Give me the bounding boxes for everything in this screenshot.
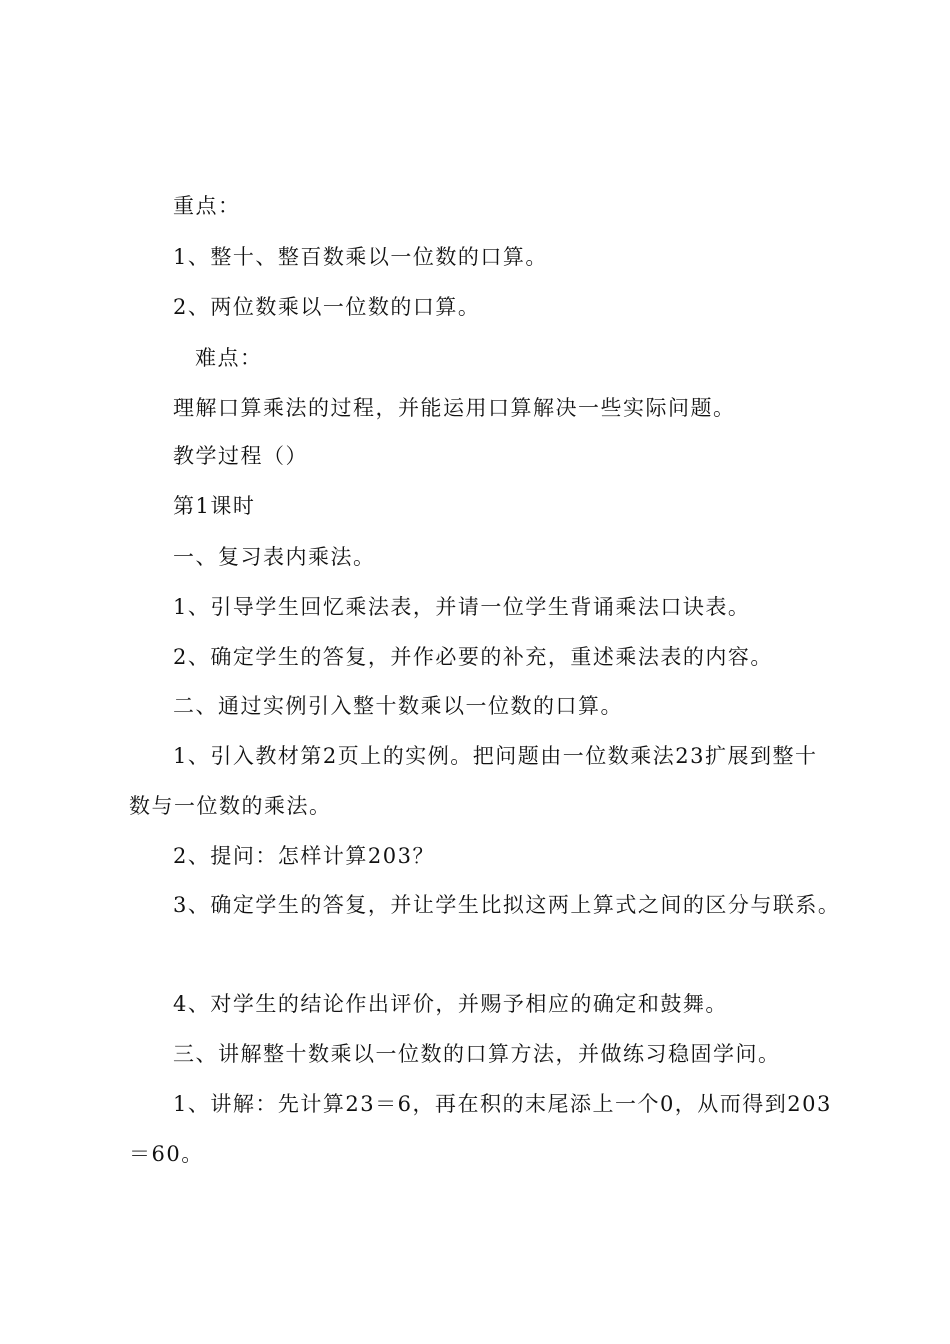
section-2-item-3: 3、确定学生的答复，并让学生比拟这两上算式之间的区分与联系。 [173, 893, 841, 917]
section-1-item-2: 2、确定学生的答复，并作必要的补充，重述乘法表的内容。 [173, 645, 773, 669]
section-1-item-1: 1、引导学生回忆乘法表，并请一位学生背诵乘法口诀表。 [173, 595, 751, 619]
section-2-item-1: 1、引入教材第2页上的实例。把问题由一位数乘法23扩展到整十 [173, 744, 818, 768]
heading-difficulties: 难点： [195, 346, 263, 370]
section-2-title: 二、通过实例引入整十数乘以一位数的口算。 [173, 694, 623, 718]
section-3-item-1-continued: ＝60。 [129, 1142, 204, 1166]
section-3-item-1: 1、讲解：先计算23＝6，再在积的末尾添上一个0，从而得到203 [173, 1092, 832, 1116]
lesson-number: 第1课时 [173, 494, 256, 518]
section-2-item-1-continued: 数与一位数的乘法。 [129, 794, 332, 818]
heading-key-points: 重点： [173, 194, 241, 218]
key-point-1: 1、整十、整百数乘以一位数的口算。 [173, 245, 548, 269]
difficulty-text: 理解口算乘法的过程，并能运用口算解决一些实际问题。 [173, 396, 736, 420]
section-3-title: 三、讲解整十数乘以一位数的口算方法，并做练习稳固学问。 [173, 1042, 781, 1066]
section-2-item-2: 2、提问：怎样计算203？ [173, 844, 435, 868]
heading-teaching-process: 教学过程（） [173, 444, 308, 468]
section-2-item-4: 4、对学生的结论作出评价，并赐予相应的确定和鼓舞。 [173, 992, 728, 1016]
section-1-title: 一、复习表内乘法。 [173, 545, 376, 569]
key-point-2: 2、两位数乘以一位数的口算。 [173, 295, 481, 319]
